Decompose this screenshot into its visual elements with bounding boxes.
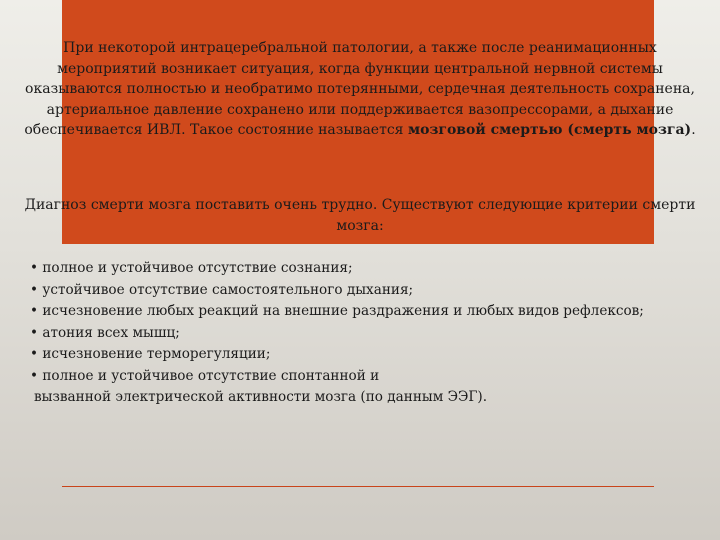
- intro-term-bold: мозговой смертью (смерть мозга): [407, 122, 692, 138]
- diagnosis-paragraph: Диагноз смерти мозга поставить очень трудно. Существуют следующие критерии смерти мозга:: [24, 197, 696, 234]
- criteria-item: • полное и устойчивое отсутствие спонтанной и: [30, 367, 380, 384]
- intro-text: При некоторой интрацеребральной патологии, а также после реанимационных мероприятий возникает ситуация, когда функции центральной нервной системы оказываются полностью и необратимо потерянными, сердечная деятельность сохранена, артериальное давление сохранено или поддерживается вазопрессорами, а дыхание обеспечивается ИВЛ. Такое состояние называется: [24, 40, 695, 138]
- criteria-item: • атония всех мышц;: [30, 324, 180, 341]
- criteria-list: [30, 258, 700, 409]
- criteria-item-continuation: вызванной электрической активности мозга (по данным ЭЭГ).: [34, 389, 488, 405]
- criteria-item: • устойчивое отсутствие самостоятельного дыхания;: [30, 281, 414, 298]
- bottom-divider: [62, 486, 654, 487]
- criteria-item: • исчезновение терморегуляции;: [30, 346, 271, 362]
- criteria-item: • полное и устойчивое отсутствие сознания;: [30, 260, 353, 276]
- criteria-item: • исчезновение любых реакций на внешние раздражения и любых видов рефлексов;: [30, 303, 644, 319]
- intro-paragraph: [22, 38, 698, 141]
- intro-period: .: [691, 122, 696, 138]
